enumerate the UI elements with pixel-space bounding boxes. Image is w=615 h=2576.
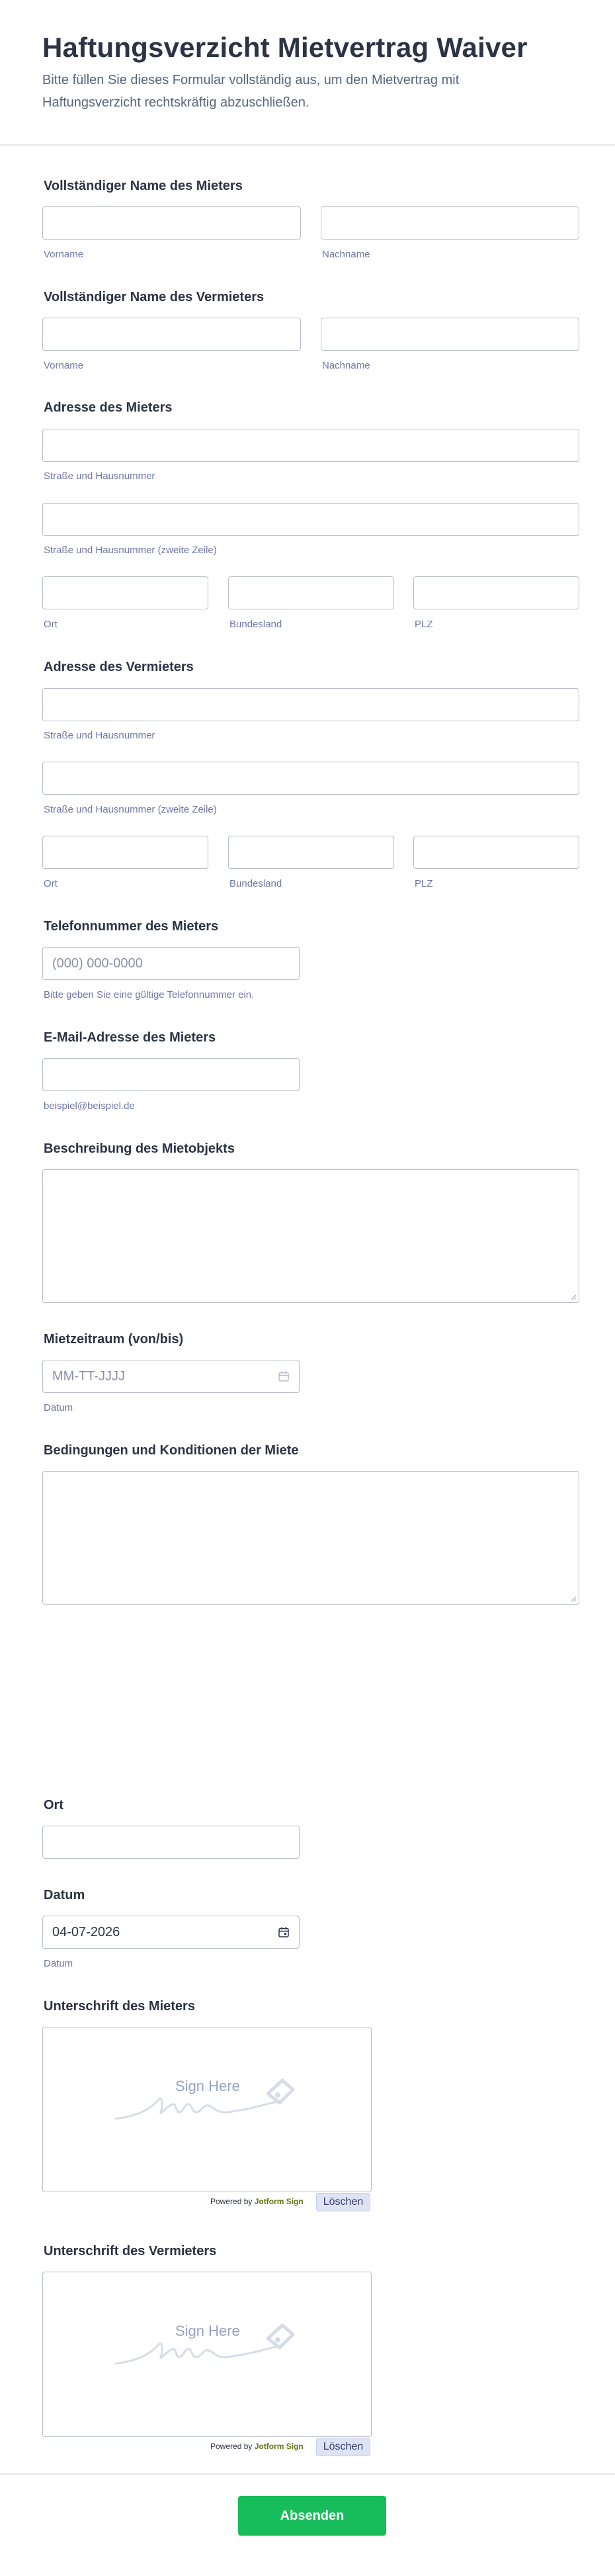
tenant-powered-by: Powered by Jotform Sign bbox=[210, 2197, 304, 2206]
form-description: Bitte füllen Sie dieses Formular vollständig aus, um den Mietvertrag mit Haftungsverzicht rechtskräftig abzuschließen. bbox=[42, 73, 460, 110]
email-input[interactable] bbox=[42, 1058, 300, 1091]
submit-button[interactable]: Absenden bbox=[238, 2496, 386, 2536]
phone-sublabel: Bitte geben Sie eine gültige Telefonnummer ein. bbox=[44, 989, 255, 1000]
landlord-street2-sublabel: Straße und Hausnummer (zweite Zeile) bbox=[44, 804, 217, 815]
tenant-state-input[interactable] bbox=[228, 576, 394, 609]
place-label: Ort bbox=[44, 1798, 63, 1812]
landlord-city-sublabel: Ort bbox=[44, 878, 58, 889]
phone-placeholder: (000) 000-0000 bbox=[52, 956, 143, 971]
landlord-street2-input[interactable] bbox=[42, 762, 579, 795]
jotform-sign-brand: Jotform Sign bbox=[254, 2197, 304, 2206]
landlord-state-sublabel: Bundesland bbox=[229, 878, 282, 889]
tenant-street2-input[interactable] bbox=[42, 503, 579, 536]
landlord-zip-sublabel: PLZ bbox=[415, 878, 433, 889]
phone-input[interactable] bbox=[42, 947, 300, 980]
tenant-last-name-input[interactable] bbox=[321, 206, 579, 240]
rental-period-date-input[interactable] bbox=[42, 1360, 300, 1393]
landlord-zip-input[interactable] bbox=[413, 836, 579, 869]
tenant-zip-input[interactable] bbox=[413, 576, 579, 609]
landlord-first-name-input[interactable] bbox=[42, 318, 301, 351]
tenant-signature-placeholder: Sign Here bbox=[175, 2078, 240, 2094]
rental-period-sublabel: Datum bbox=[44, 1402, 73, 1413]
tenant-name-label: Vollständiger Name des Mieters bbox=[44, 179, 243, 193]
tenant-address-label: Adresse des Mieters bbox=[44, 400, 173, 415]
email-sublabel: beispiel@beispiel.de bbox=[44, 1100, 135, 1112]
place-input[interactable] bbox=[42, 1826, 300, 1859]
form-footer bbox=[0, 2473, 615, 2576]
terms-label: Bedingungen und Konditionen der Miete bbox=[44, 1443, 299, 1458]
landlord-street-sublabel: Straße und Hausnummer bbox=[44, 730, 155, 741]
date-label: Datum bbox=[44, 1888, 85, 1902]
landlord-address-label: Adresse des Vermieters bbox=[44, 660, 194, 674]
landlord-signature-pad[interactable] bbox=[42, 2272, 372, 2437]
tenant-city-input[interactable] bbox=[42, 576, 208, 609]
form-header bbox=[0, 0, 615, 146]
landlord-signature-clear-button[interactable]: Löschen bbox=[316, 2438, 370, 2456]
terms-textarea[interactable] bbox=[42, 1471, 579, 1605]
property-description-textarea[interactable] bbox=[42, 1169, 579, 1303]
date-sublabel: Datum bbox=[44, 1958, 73, 1969]
tenant-street2-sublabel: Straße und Hausnummer (zweite Zeile) bbox=[44, 545, 217, 556]
phone-label: Telefonnummer des Mieters bbox=[44, 919, 219, 934]
tenant-last-name-sublabel: Nachname bbox=[322, 249, 370, 260]
tenant-signature-pad[interactable] bbox=[42, 2027, 372, 2192]
landlord-powered-by: Powered by Jotform Sign bbox=[210, 2442, 304, 2451]
landlord-signature-label: Unterschrift des Vermieters bbox=[44, 2244, 217, 2258]
resize-handle-icon[interactable] bbox=[570, 1595, 577, 1602]
landlord-name-label: Vollständiger Name des Vermieters bbox=[44, 290, 265, 304]
rental-period-placeholder: MM-TT-JJJJ bbox=[52, 1369, 125, 1384]
calendar-icon[interactable] bbox=[278, 1926, 290, 1938]
tenant-zip-sublabel: PLZ bbox=[415, 619, 433, 630]
date-value: 04-07-2026 bbox=[52, 1925, 120, 1939]
tenant-city-sublabel: Ort bbox=[44, 619, 58, 630]
tenant-street-sublabel: Straße und Hausnummer bbox=[44, 470, 155, 482]
tenant-street-input[interactable] bbox=[42, 429, 579, 462]
landlord-city-input[interactable] bbox=[42, 836, 208, 869]
property-description-label: Beschreibung des Mietobjekts bbox=[44, 1141, 235, 1156]
landlord-last-name-sublabel: Nachname bbox=[322, 360, 370, 371]
jotform-sign-brand: Jotform Sign bbox=[254, 2442, 304, 2451]
landlord-last-name-input[interactable] bbox=[321, 318, 579, 351]
tenant-state-sublabel: Bundesland bbox=[229, 619, 282, 630]
calendar-icon[interactable] bbox=[278, 1370, 290, 1382]
tenant-signature-label: Unterschrift des Mieters bbox=[44, 1999, 195, 2014]
tenant-first-name-sublabel: Vorname bbox=[44, 249, 84, 260]
email-label: E-Mail-Adresse des Mieters bbox=[44, 1030, 216, 1045]
tenant-first-name-input[interactable] bbox=[42, 206, 301, 240]
date-input[interactable] bbox=[42, 1916, 300, 1949]
landlord-first-name-sublabel: Vorname bbox=[44, 360, 84, 371]
tenant-signature-clear-button[interactable]: Löschen bbox=[316, 2193, 370, 2211]
landlord-state-input[interactable] bbox=[228, 836, 394, 869]
resize-handle-icon[interactable] bbox=[570, 1294, 577, 1300]
rental-period-label: Mietzeitraum (von/bis) bbox=[44, 1332, 184, 1347]
landlord-street-input[interactable] bbox=[42, 688, 579, 721]
form-title: Haftungsverzicht Mietvertrag Waiver bbox=[42, 32, 528, 63]
landlord-signature-placeholder: Sign Here bbox=[175, 2323, 240, 2339]
